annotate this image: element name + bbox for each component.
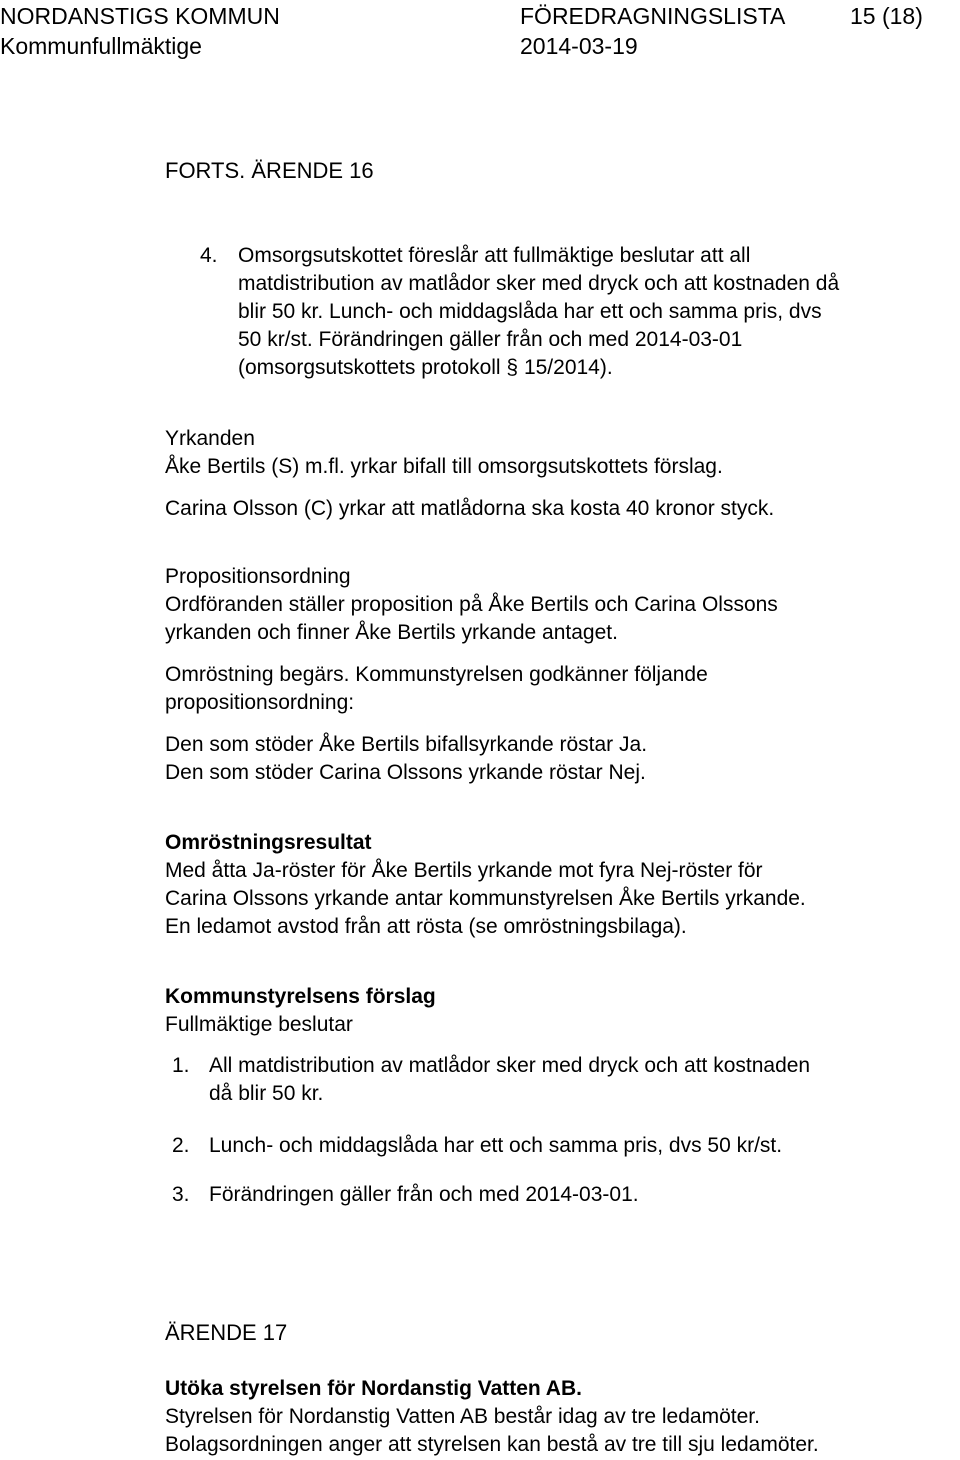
section-heading: Omröstningsresultat <box>165 831 372 854</box>
case-heading: ÄRENDE 17 <box>165 1320 288 1345</box>
section-heading: Kommunstyrelsens förslag <box>165 985 436 1008</box>
case-title: Utöka styrelsen för Nordanstig Vatten AB. <box>165 1377 582 1400</box>
proposal-item-number: 1. <box>172 1054 190 1077</box>
paragraph-line: Carina Olssons yrkande antar kommunstyrelsen Åke Bertils yrkande. <box>165 887 806 910</box>
section-subheading: Fullmäktige beslutar <box>165 1013 353 1036</box>
header-page-number: 15 (18) <box>850 3 923 29</box>
paragraph-line: Carina Olsson (C) yrkar att matlådorna ska kosta 40 kronor styck. <box>165 497 775 520</box>
proposal-item-line: All matdistribution av matlådor sker med dryck och att kostnaden <box>209 1054 811 1077</box>
proposal-item-line: då blir 50 kr. <box>209 1082 324 1105</box>
item-4-line: (omsorgsutskottets protokoll § 15/2014). <box>238 356 613 379</box>
item-4-line: 50 kr/st. Förändringen gäller från och med 2014-03-01 <box>238 328 743 351</box>
paragraph-line: Den som stöder Åke Bertils bifallsyrkande röstar Ja. <box>165 733 648 756</box>
paragraph-line: Den som stöder Carina Olssons yrkande röstar Nej. <box>165 761 646 784</box>
item-4-line: blir 50 kr. Lunch- och middagslåda har ett och samma pris, dvs <box>238 300 822 323</box>
item-4-line: matdistribution av matlådor sker med dryck och att kostnaden då <box>238 272 840 295</box>
paragraph-line: Åke Bertils (S) m.fl. yrkar bifall till omsorgsutskottets förslag. <box>165 455 723 478</box>
header-date: 2014-03-19 <box>520 33 638 59</box>
paragraph-line: Styrelsen för Nordanstig Vatten AB består idag av tre ledamöter. <box>165 1405 760 1428</box>
paragraph-line: propositionsordning: <box>165 691 355 714</box>
paragraph-line: En ledamot avstod från att rösta (se omröstningsbilaga). <box>165 915 687 938</box>
paragraph-line: Omröstning begärs. Kommunstyrelsen godkänner följande <box>165 663 708 686</box>
proposal-item-number: 2. <box>172 1134 190 1157</box>
paragraph-line: Bolagsordningen anger att styrelsen kan bestå av tre till sju ledamöter. <box>165 1433 819 1456</box>
section-heading: Yrkanden <box>165 427 255 450</box>
paragraph-line: yrkanden och finner Åke Bertils yrkande antaget. <box>165 621 618 644</box>
proposal-item-number: 3. <box>172 1183 190 1206</box>
proposal-item-line: Förändringen gäller från och med 2014-03-01. <box>209 1183 639 1206</box>
section-heading: Propositionsordning <box>165 565 351 588</box>
proposal-item-line: Lunch- och middagslåda har ett och samma pris, dvs 50 kr/st. <box>209 1134 783 1157</box>
header-body: Kommunfullmäktige <box>0 33 202 59</box>
header-doc-type: FÖREDRAGNINGSLISTA <box>520 3 786 29</box>
header-org: NORDANSTIGS KOMMUN <box>0 3 280 29</box>
item-4-number: 4. <box>200 244 218 267</box>
continuation-heading: FORTS. ÄRENDE 16 <box>165 158 374 183</box>
paragraph-line: Med åtta Ja-röster för Åke Bertils yrkande mot fyra Nej-röster för <box>165 859 763 882</box>
item-4-line: Omsorgsutskottet föreslår att fullmäktige beslutar att all <box>238 244 751 267</box>
paragraph-line: Ordföranden ställer proposition på Åke Bertils och Carina Olssons <box>165 593 778 616</box>
